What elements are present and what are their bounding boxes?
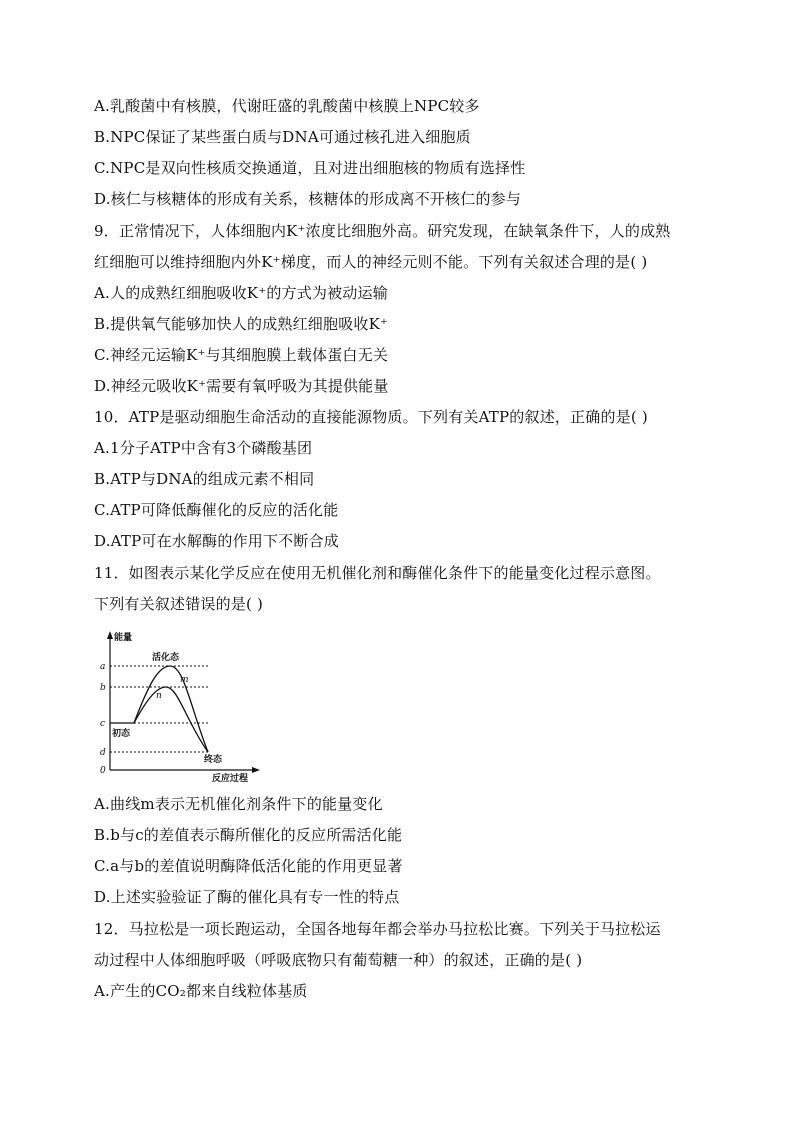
option-b-q10: B.ATP与DNA的组成元素不相同 [94, 470, 315, 488]
question-9-stem-line2: 红细胞可以维持细胞内外K⁺梯度，而人的神经元则不能。下列有关叙述合理的是( ) [94, 253, 648, 271]
curve-m-label: m [180, 675, 189, 685]
x-axis-label: 反应过程 [212, 774, 249, 784]
tick-0-label: 0 [100, 766, 106, 776]
x-axis-arrow-icon [252, 767, 260, 773]
option-a-q9: A.人的成熟红细胞吸收K⁺的方式为被动运输 [94, 284, 388, 302]
option-c-q8: C.NPC是双向性核质交换通道，且对进出细胞核的物质有选择性 [94, 159, 526, 177]
option-b-q8: B.NPC保证了某些蛋白质与DNA可通过核孔进入细胞质 [94, 128, 471, 146]
curve-n-label: n [156, 691, 162, 701]
option-b-q11: B.b与c的差值表示酶所催化的反应所需活化能 [94, 826, 403, 844]
question-9-stem-line1: 9．正常情况下，人体细胞内K⁺浓度比细胞外高。研究发现，在缺氧条件下，人的成熟 [94, 222, 671, 240]
option-a-q11: A.曲线m表示无机催化剂条件下的能量变化 [94, 795, 383, 813]
y-axis-arrow-icon [107, 631, 113, 639]
final-state-label: 终态 [204, 755, 223, 765]
option-c-q11: C.a与b的差值说明酶降低活化能的作用更显著 [94, 857, 403, 875]
question-12-stem-line1: 12．马拉松是一项长跑运动，全国各地每年都会举办马拉松比赛。下列关于马拉松运 [94, 920, 661, 938]
tick-d-label: d [100, 748, 106, 758]
tick-c-label: c [100, 719, 106, 729]
option-d-q11: D.上述实验验证了酶的催化具有专一性的特点 [94, 888, 400, 906]
option-a-q10: A.1分子ATP中含有3个磷酸基团 [94, 439, 313, 457]
question-11-stem-line1: 11．如图表示某化学反应在使用无机催化剂和酶催化条件下的能量变化过程示意图。 [94, 564, 661, 582]
question-11-stem-line2: 下列有关叙述错误的是( ) [94, 595, 264, 613]
peak-state-label: 活化态 [152, 653, 180, 663]
tick-a-label: a [100, 662, 106, 672]
option-d-q8: D.核仁与核糖体的形成有关系，核糖体的形成离不开核仁的参与 [94, 190, 522, 208]
option-a-q8: A.乳酸菌中有核膜，代谢旺盛的乳酸菌中核膜上NPC较多 [94, 97, 480, 115]
initial-state-label: 初态 [112, 729, 131, 739]
tick-b-label: b [100, 683, 106, 693]
energy-diagram-figure [96, 626, 266, 784]
curve-m [110, 666, 208, 752]
option-c-q10: C.ATP可降低酶催化的反应的活化能 [94, 501, 339, 519]
option-c-q9: C.神经元运输K⁺与其细胞膜上载体蛋白无关 [94, 346, 389, 364]
option-d-q10: D.ATP可在水解酶的作用下不断合成 [94, 532, 339, 550]
y-axis-label: 能量 [114, 633, 133, 643]
option-d-q9: D.神经元吸收K⁺需要有氧呼吸为其提供能量 [94, 377, 389, 395]
question-12-stem-line2: 动过程中人体细胞呼吸（呼吸底物只有葡萄糖一种）的叙述，正确的是( ) [94, 951, 583, 969]
option-b-q9: B.提供氧气能够加快人的成熟红细胞吸收K⁺ [94, 315, 389, 333]
question-10-stem: 10．ATP是驱动细胞生命活动的直接能源物质。下列有关ATP的叙述，正确的是( ) [94, 408, 648, 426]
option-a-q12: A.产生的CO₂都来自线粒体基质 [94, 982, 308, 1000]
